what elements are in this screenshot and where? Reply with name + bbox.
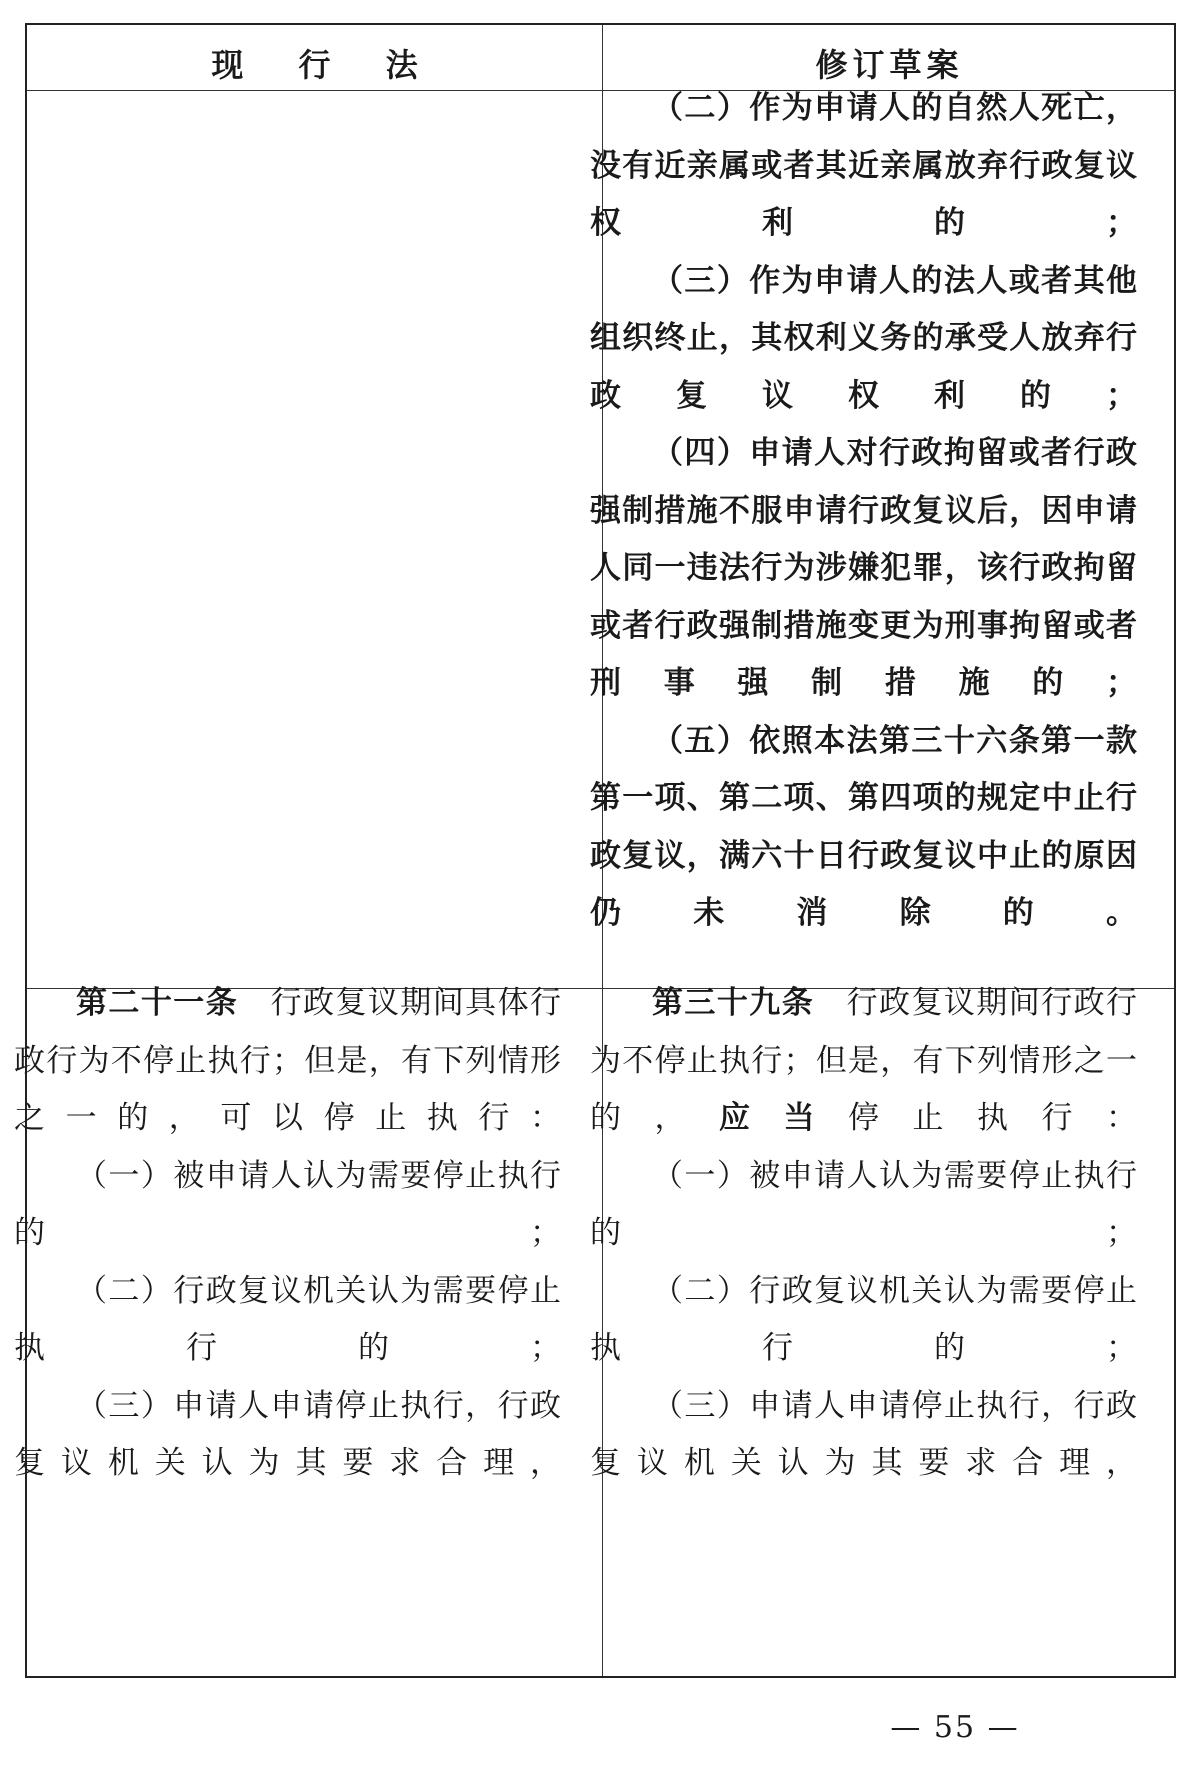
article-text-bold: 应当: [719, 1100, 848, 1136]
item-1: （一）被申请人认为需要停止执行的；: [14, 1157, 561, 1251]
clause-3: （三）作为申请人的法人或者其他组织终止，其权利义务的承受人放弃行政复议权利的；: [590, 262, 1137, 414]
header-revised-draft: 修订草案: [815, 45, 964, 84]
article-paragraph: [14, 975, 561, 1148]
clause-2: （二）作为申请人的自然人死亡，没有近亲属或者其近亲属放弃行政复议权利的；: [590, 90, 1137, 241]
row2-left-cell: [14, 975, 561, 1493]
header-current-law: 现 行 法: [211, 45, 440, 84]
item-2: （二）行政复议机关认为需要停止执行的；: [14, 1272, 561, 1366]
page-number: — 55 —: [890, 1710, 1020, 1745]
article-text: 行政复议期间具体行政行为不停止执行；但是，有下列情形之一的，可以停止执行：: [14, 985, 562, 1136]
article-text-part2: 停止执行：: [848, 1100, 1137, 1136]
item-2: （二）行政复议机关认为需要停止执行的；: [590, 1272, 1137, 1366]
item-3: （三）申请人申请停止执行，行政复议机关认为其要求合理，: [590, 1387, 1137, 1481]
article-number: 第三十九条: [652, 985, 815, 1021]
item-1: （一）被申请人认为需要停止执行的；: [590, 1157, 1137, 1251]
clause-5: （五）依照本法第三十六条第一款第一项、第二项、第四项的规定中止行政复议，满六十日行政复议中止的原因仍未消除的。: [590, 722, 1137, 931]
row2-right-cell: [590, 975, 1137, 1493]
article-paragraph: [590, 975, 1137, 1148]
row1-right-cell: [590, 80, 1137, 943]
item-3: （三）申请人申请停止执行，行政复议机关认为其要求合理，: [14, 1387, 561, 1481]
article-text-part1: 行政复议期间行政行为不停止执行；但是，有下列情形之一的，: [590, 985, 1138, 1136]
clause-4: （四）申请人对行政拘留或者行政强制措施不服申请行政复议后，因申请人同一违法行为涉嫌犯罪，该行政拘留或者行政强制措施变更为刑事拘留或者刑事强制措施的；: [590, 435, 1137, 701]
article-number: 第二十一条: [76, 985, 239, 1021]
